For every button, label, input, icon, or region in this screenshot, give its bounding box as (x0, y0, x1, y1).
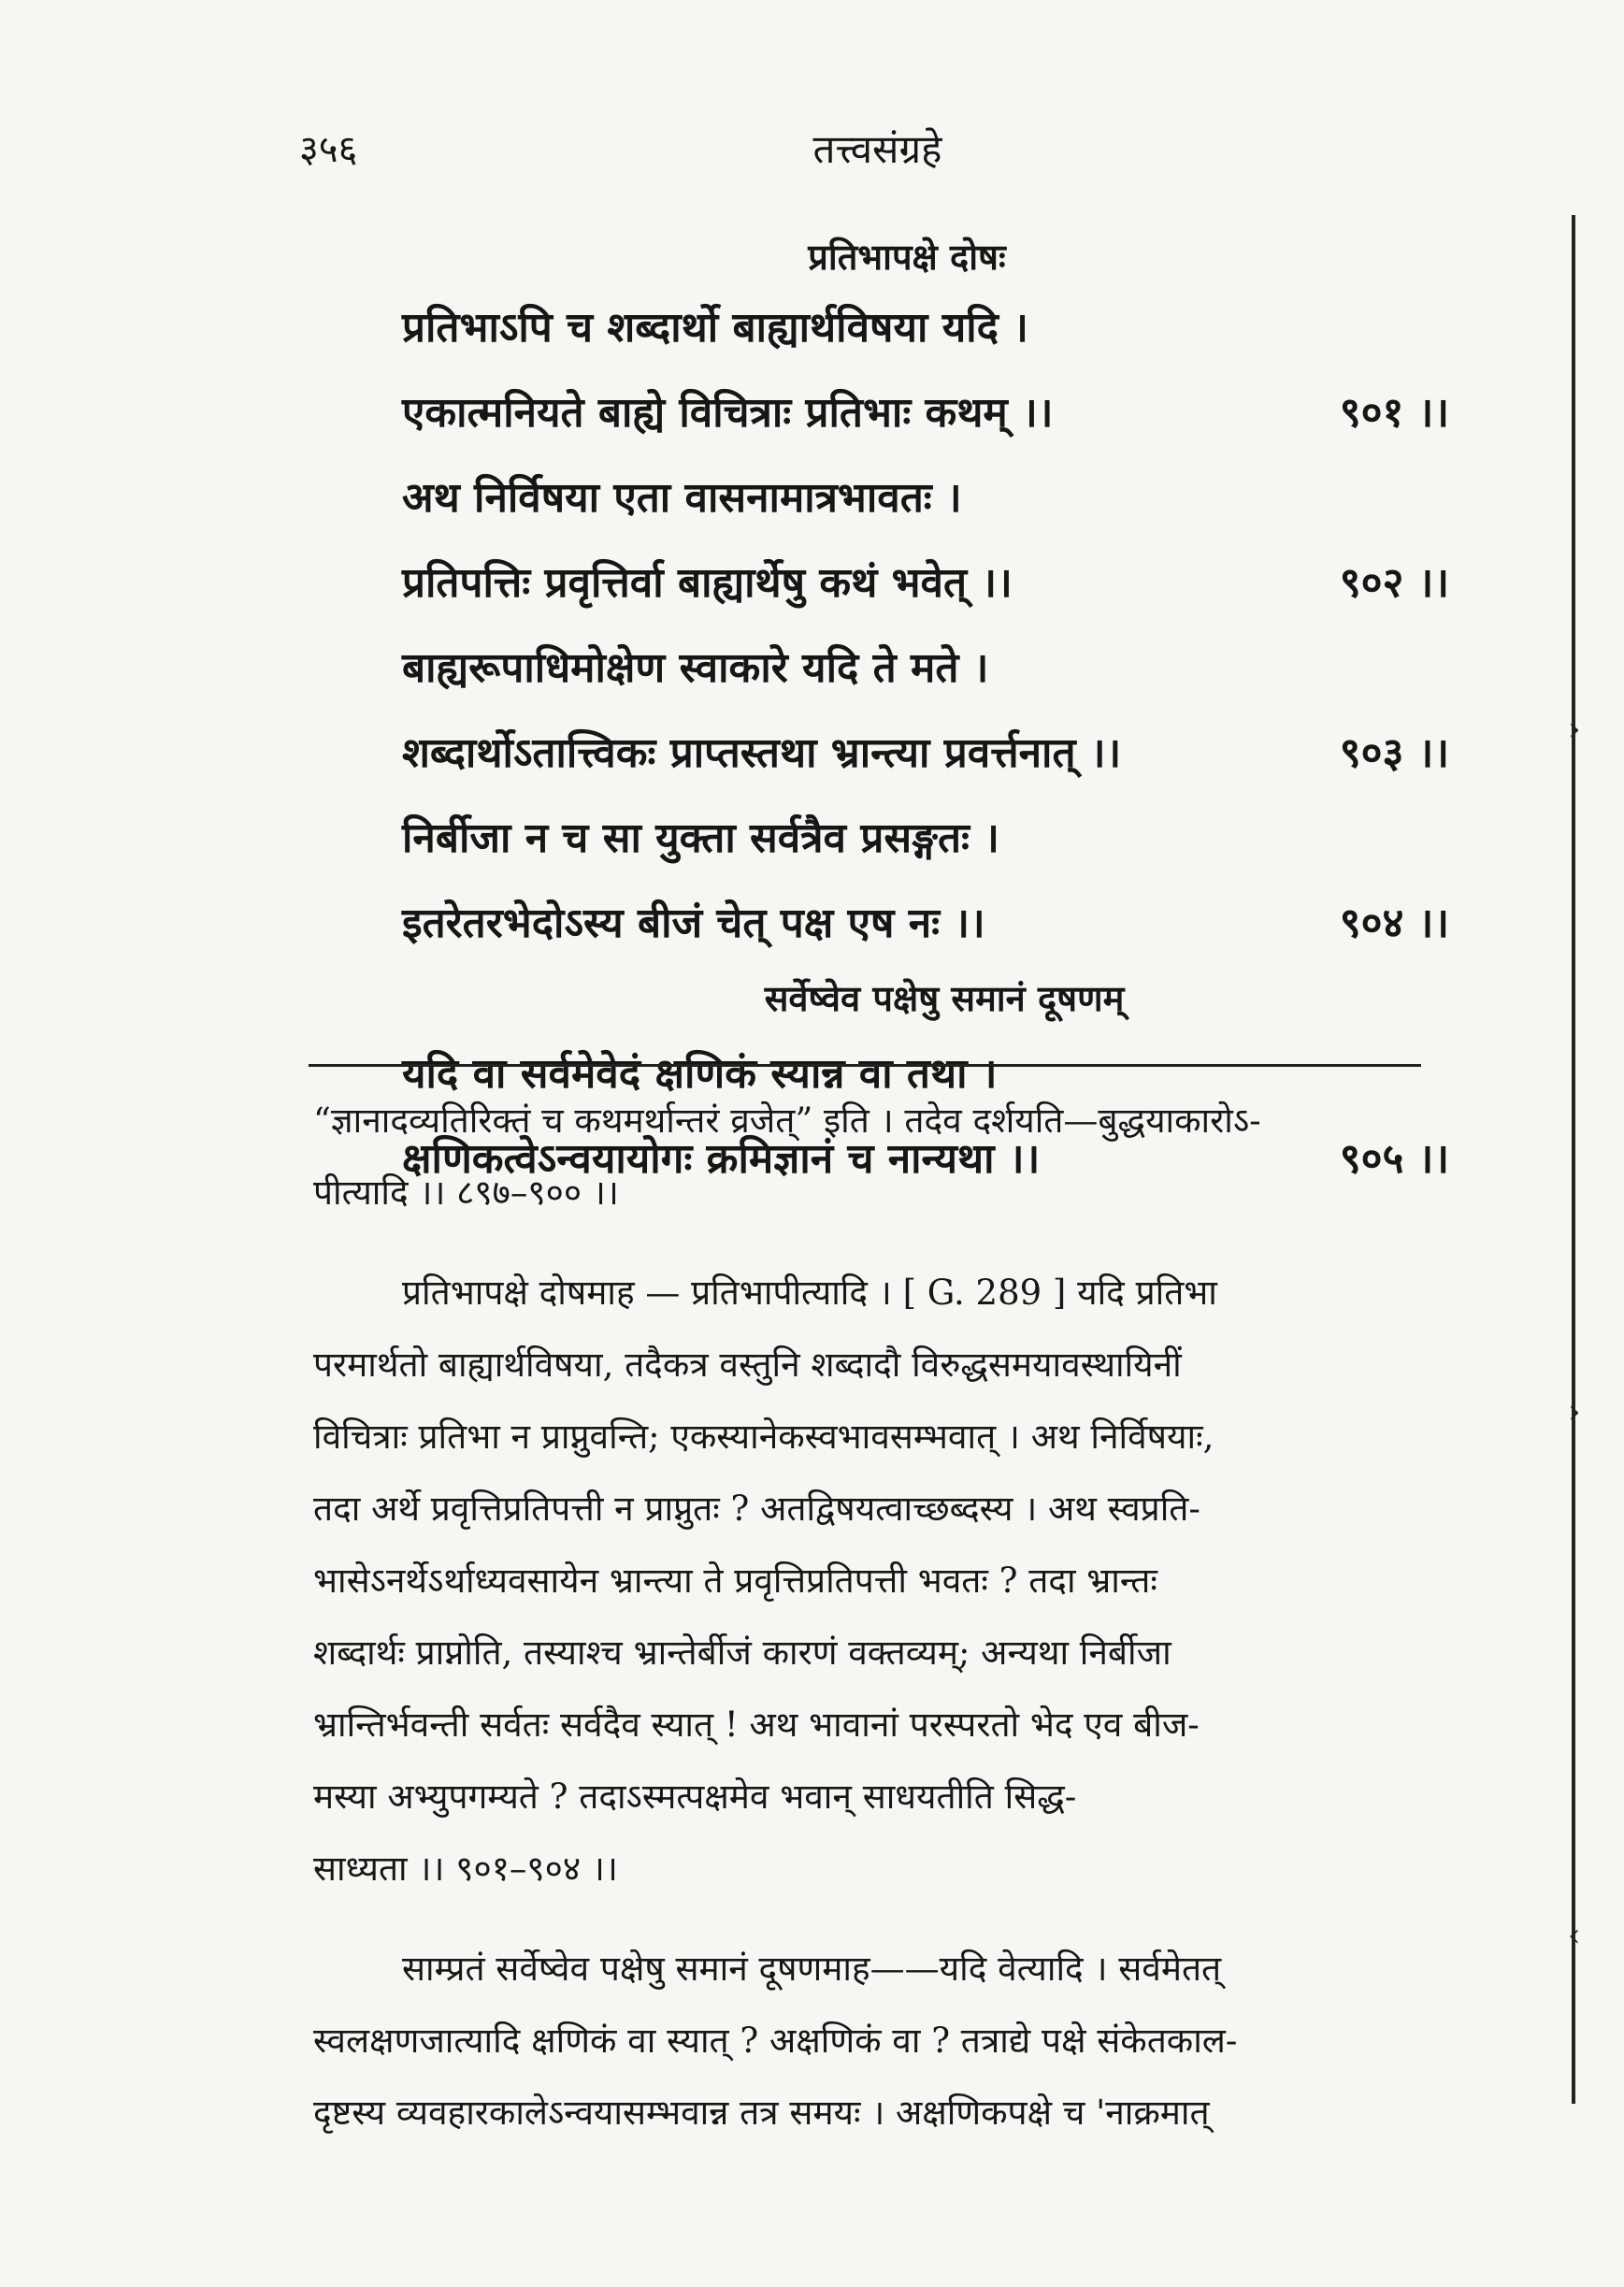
verse-text: निर्बीजा न च सा युक्ता सर्वत्रैव प्रसङ्गतः । (402, 814, 999, 862)
verse-number: ९०१ ।। (1339, 389, 1449, 437)
verse-number: ९०२ ।। (1339, 559, 1449, 607)
commentary-line: भासेऽनर्थेऽर्थाध्यवसायेन भ्रान्त्या ते प्रवृत्तिप्रतिपत्ती भवतः ? तदा भ्रान्तः (313, 1561, 1157, 1601)
margin-mark-icon: ‹ (1568, 1917, 1581, 1954)
commentary-paragraph (313, 1933, 1482, 2149)
verse-line (402, 626, 1449, 711)
verse-line (402, 796, 1449, 881)
section-heading: प्रतिभापक्षे दोषः (808, 236, 1006, 278)
commentary-paragraph (313, 1085, 1482, 1229)
commentary-line: “ज्ञानादव्यतिरिक्तं च कथमर्थान्तरं व्रजेत्” इति । तदेव दर्शयति—बुद्धयाकारोऽ- (313, 1100, 1261, 1141)
verse-text: अथ निर्विषया एता वासनामात्रभावतः । (402, 474, 962, 522)
page-edge-line (1572, 215, 1575, 2104)
verse-number: ९०४ ।। (1339, 899, 1449, 947)
commentary-line: साध्यता ।। ९०१–९०४ ।। (313, 1848, 618, 1889)
verse-text: इतरेतरभेदोऽस्य बीजं चेत् पक्ष एष नः ।। (402, 899, 985, 947)
commentary-line: परमार्थतो बाह्यार्थविषया, तदैकत्र वस्तुनि शब्दादौ विरुद्धसमयावस्थायिनीं (313, 1345, 1182, 1385)
section-heading: सर्वेष्वेव पक्षेषु समानं दूषणम् (764, 977, 1125, 1019)
verse-text: शब्दार्थोऽतात्त्विकः प्राप्तस्तथा भ्रान्त्या प्रवर्त्तनात् ।। (402, 729, 1122, 777)
verse-text: एकात्मनियते बाह्ये विचित्राः प्रतिभाः कथम् ।। (402, 389, 1054, 437)
verse-number: ९०५ ।। (1339, 1135, 1449, 1183)
verse-text: क्षणिकत्वेऽन्वयायोगः क्रमिज्ञानं च नान्यथा ।। (402, 1135, 1041, 1183)
commentary-line: मस्या अभ्युपगम्यते ? तदाऽस्मत्पक्षमेव भवान् साधयतीति सिद्ध- (313, 1776, 1077, 1817)
verse-line (402, 285, 1449, 370)
margin-mark-icon: › (1568, 1393, 1581, 1431)
verse-line (402, 540, 1449, 626)
commentary-line: प्रतिभापक्षे दोषमाह — प्रतिभापीत्यादि । [ G. 289 ] यदि प्रतिभा (402, 1273, 1217, 1313)
commentary-line: साम्प्रतं सर्वेष्वेव पक्षेषु समानं दूषणमाह——यदि वेत्यादि । सर्वमेतत् (402, 1949, 1222, 1989)
verse-text: प्रतिपत्तिः प्रवृत्तिर्वा बाह्यार्थेषु कथं भवेत् ।। (402, 559, 1013, 607)
running-title: तत्त्वसंग्रहे (812, 126, 942, 172)
verse-line (402, 455, 1449, 540)
commentary-line: शब्दार्थः प्राप्नोति, तस्याश्च भ्रान्तेर्बीजं कारणं वक्तव्यम्; अन्यथा निर्बीजा (313, 1633, 1171, 1673)
commentary-paragraph (313, 1257, 1482, 1905)
verse-block (402, 229, 1449, 1201)
verse-text: प्रतिभाऽपि च शब्दार्थो बाह्यार्थविषया यदि । (402, 304, 1028, 352)
verse-line (402, 370, 1449, 455)
divider-rule (309, 1064, 1421, 1067)
commentary-line: स्वलक्षणजात्यादि क्षणिकं वा स्यात् ? अक्षणिकं वा ? तत्राद्ये पक्षे संकेतकाल- (313, 2021, 1238, 2061)
verse-text: यदि वा सर्वमेवेदं क्षणिकं स्यान्न वा तथा । (402, 1050, 998, 1098)
verse-text: बाह्यरूपाधिमोक्षेण स्वाकारे यदि ते मते । (402, 644, 989, 692)
page-number: ३५६ (299, 128, 358, 171)
verse-line (402, 881, 1449, 966)
verse-line (402, 711, 1449, 796)
margin-mark-icon: › (1568, 711, 1581, 748)
commentary-line: तदा अर्थे प्रवृत्तिप्रतिपत्ती न प्राप्नुतः ? अतद्विषयत्वाच्छब्दस्य । अथ स्वप्रति- (313, 1489, 1200, 1529)
commentary-line: विचित्राः प्रतिभा न प्राप्नुवन्ति; एकस्यानेकस्वभावसम्भवात् । अथ निर्विषयाः, (313, 1417, 1214, 1457)
page-header (299, 122, 1456, 178)
verse-number: ९०३ ।। (1339, 729, 1449, 777)
commentary-line: भ्रान्तिर्भवन्ती सर्वतः सर्वदैव स्यात् ! अथ भावानां परस्परतो भेद एव बीज- (313, 1704, 1200, 1745)
commentary-line: पीत्यादि ।। ८९७–९०० ।। (313, 1172, 619, 1213)
commentary-line: दृष्टस्य व्यवहारकालेऽन्वयासम्भवान्न तत्र समयः । अक्षणिकपक्षे च 'नाक्रमात् (313, 2093, 1210, 2133)
commentary (313, 1085, 1482, 2149)
